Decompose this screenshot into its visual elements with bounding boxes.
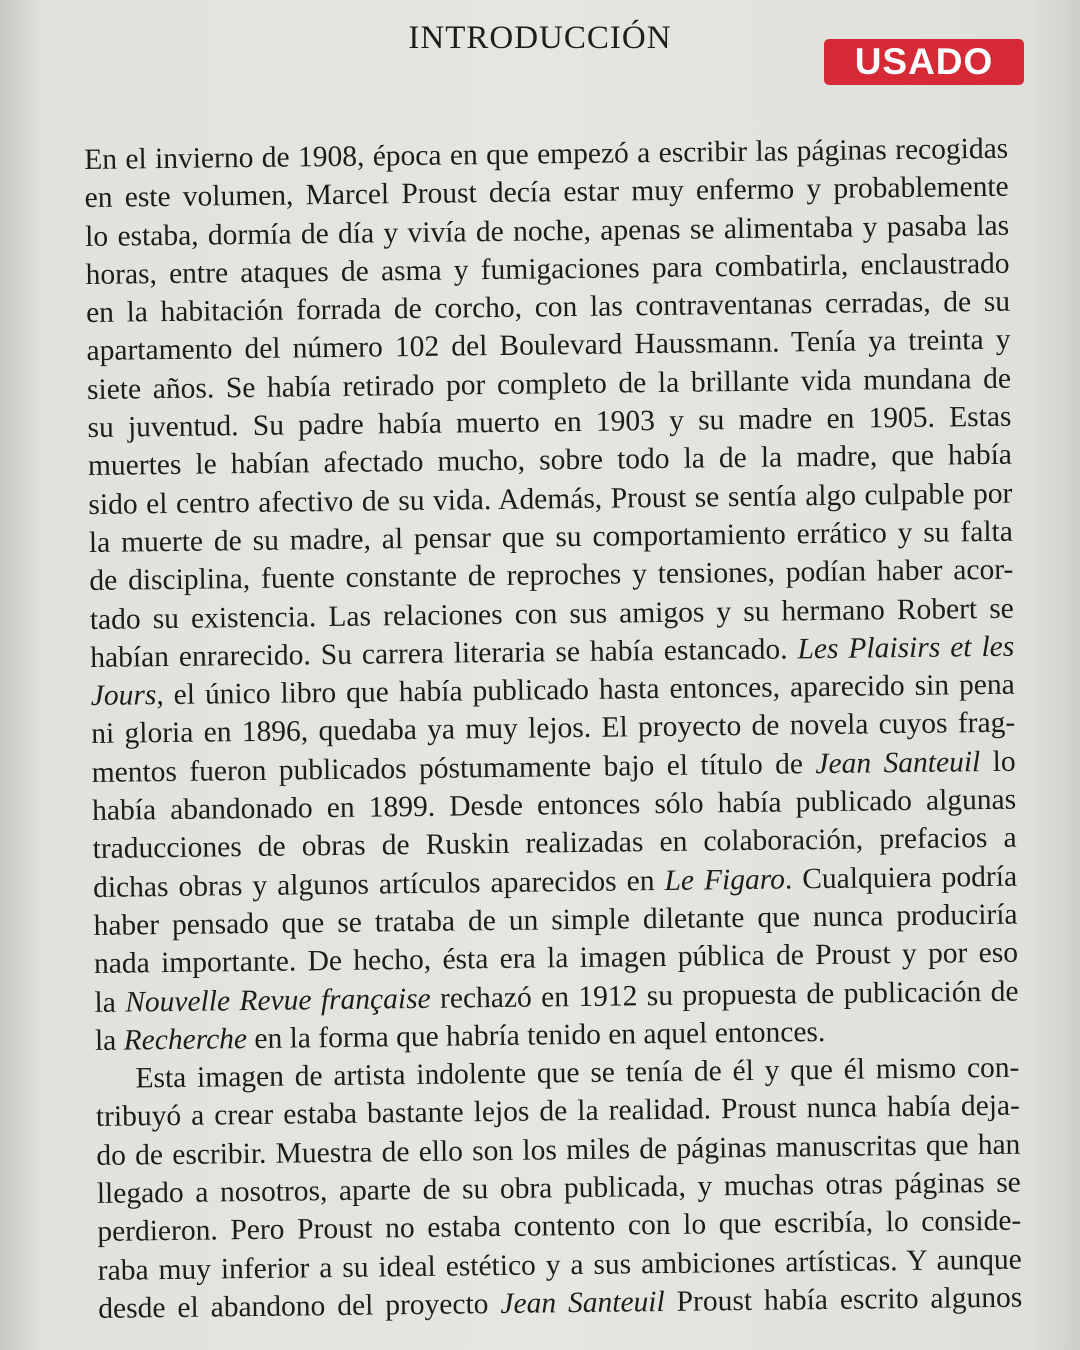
text-segment: en este volumen, Marcel Proust decía estar muy enfermo y probablemente (84, 171, 1009, 215)
text-segment: desde el abandono del proyecto (98, 1287, 501, 1325)
text-segment: habían enrarecido. Su carrera literaria se había estancado. (90, 633, 798, 674)
text-segment: haber pensado que se trataba de un simple diletante que nunca produciría (93, 898, 1018, 942)
text-segment: , el único libro que había publicado hasta entonces, aparecido sin pena (156, 668, 1015, 712)
page-title: INTRODUCCIÓN (408, 20, 672, 56)
italic-title: Recherche (123, 1022, 248, 1057)
text-segment: perdieron. Pero Proust no estaba contento con lo que escribía, lo conside- (97, 1204, 1022, 1249)
text-segment: . Cualquiera podría (784, 860, 1018, 896)
text-segment: en la habitación forrada de corcho, con las contraventanas cerradas, de su (85, 285, 1011, 330)
body-text (84, 130, 1022, 1328)
text-segment: lo estaba, dormía de día y vivía de noche, apenas se alimentaba y pasaba las (84, 209, 1010, 253)
text-segment: llegado a nosotros, aparte de su obra publicada, y muchas otras páginas se (96, 1166, 1021, 1210)
text-segment: traducciones de obras de Ruskin realizadas en colaboración, prefacios a (92, 822, 1017, 866)
italic-title: Les Plaisirs et les (797, 630, 1015, 666)
italic-title: Jean Santeuil (500, 1285, 665, 1320)
text-segment: ni gloria en 1896, quedaba ya muy lejos. El proyecto de novela cuyos frag- (91, 707, 1016, 751)
text-segment: lo (980, 745, 1016, 778)
text-segment: mentos fueron publicados póstumamente bajo el título de (91, 747, 816, 789)
text-segment: la (94, 1024, 124, 1057)
text-segment: su juventud. Su padre había muerto en 1903 y su madre en 1905. Estas (87, 400, 1012, 445)
italic-title: Jours (90, 679, 157, 713)
text-segment: sido el centro afectivo de su vida. Además, Proust se sentía algo culpable por (88, 477, 1013, 521)
text-segment: rechazó en 1912 su propuesta de publicación de (430, 975, 1019, 1015)
text-segment: en la forma que habría tenido en aquel entonces. (246, 1015, 826, 1055)
text-segment: Esta imagen de artista indolente que se tenía de él y que él mismo con- (135, 1051, 1020, 1095)
text-segment: Proust había escrito algunos (664, 1281, 1023, 1318)
text-segment: horas, entre ataques de asma y fumigaciones para combatirla, enclaustrado (85, 247, 1010, 291)
text-segment: de disciplina, fuente constante de reproches y tensiones, podían haber acor- (89, 553, 1014, 598)
text-segment: la muerte de su madre, al pensar que su comportamiento errático y su falta (88, 515, 1014, 559)
used-badge: USADO (824, 39, 1024, 85)
text-segment: tado su existencia. Las relaciones con sus amigos y su hermano Robert se (89, 592, 1014, 636)
italic-title: Nouvelle Revue française (125, 982, 431, 1019)
text-segment: do de escribir. Muestra de ello son los miles de páginas manuscritas que han (96, 1128, 1021, 1172)
text-segment: apartamento del número 102 del Boulevard Haussmann. Tenía ya treinta y (86, 324, 1011, 368)
text-segment: En el invierno de 1908, época en que empezó a escribir las páginas recogidas (84, 132, 1009, 176)
text-segment: raba muy inferior a su ideal estético y a sus ambiciones artísticas. Y aunque (97, 1243, 1022, 1287)
text-segment: tribuyó a crear estaba bastante lejos de la realidad. Proust nunca había deja- (95, 1090, 1021, 1134)
italic-title: Jean Santeuil (815, 745, 981, 780)
text-segment: la (94, 986, 126, 1019)
text-segment: siete años. Se había retirado por completo de la brillante vida mundana de (86, 362, 1012, 406)
text-segment: nada importante. De hecho, ésta era la imagen pública de Proust y por eso (93, 936, 1019, 981)
italic-title: Le Figaro (664, 863, 786, 897)
text-segment: había abandonado en 1899. Desde entonces sólo había publicado algunas (91, 783, 1017, 827)
text-segment: dichas obras y algunos artículos aparecidos en (92, 864, 665, 904)
text-segment: muertes le habían afectado mucho, sobre todo la de la madre, que había (87, 439, 1013, 483)
